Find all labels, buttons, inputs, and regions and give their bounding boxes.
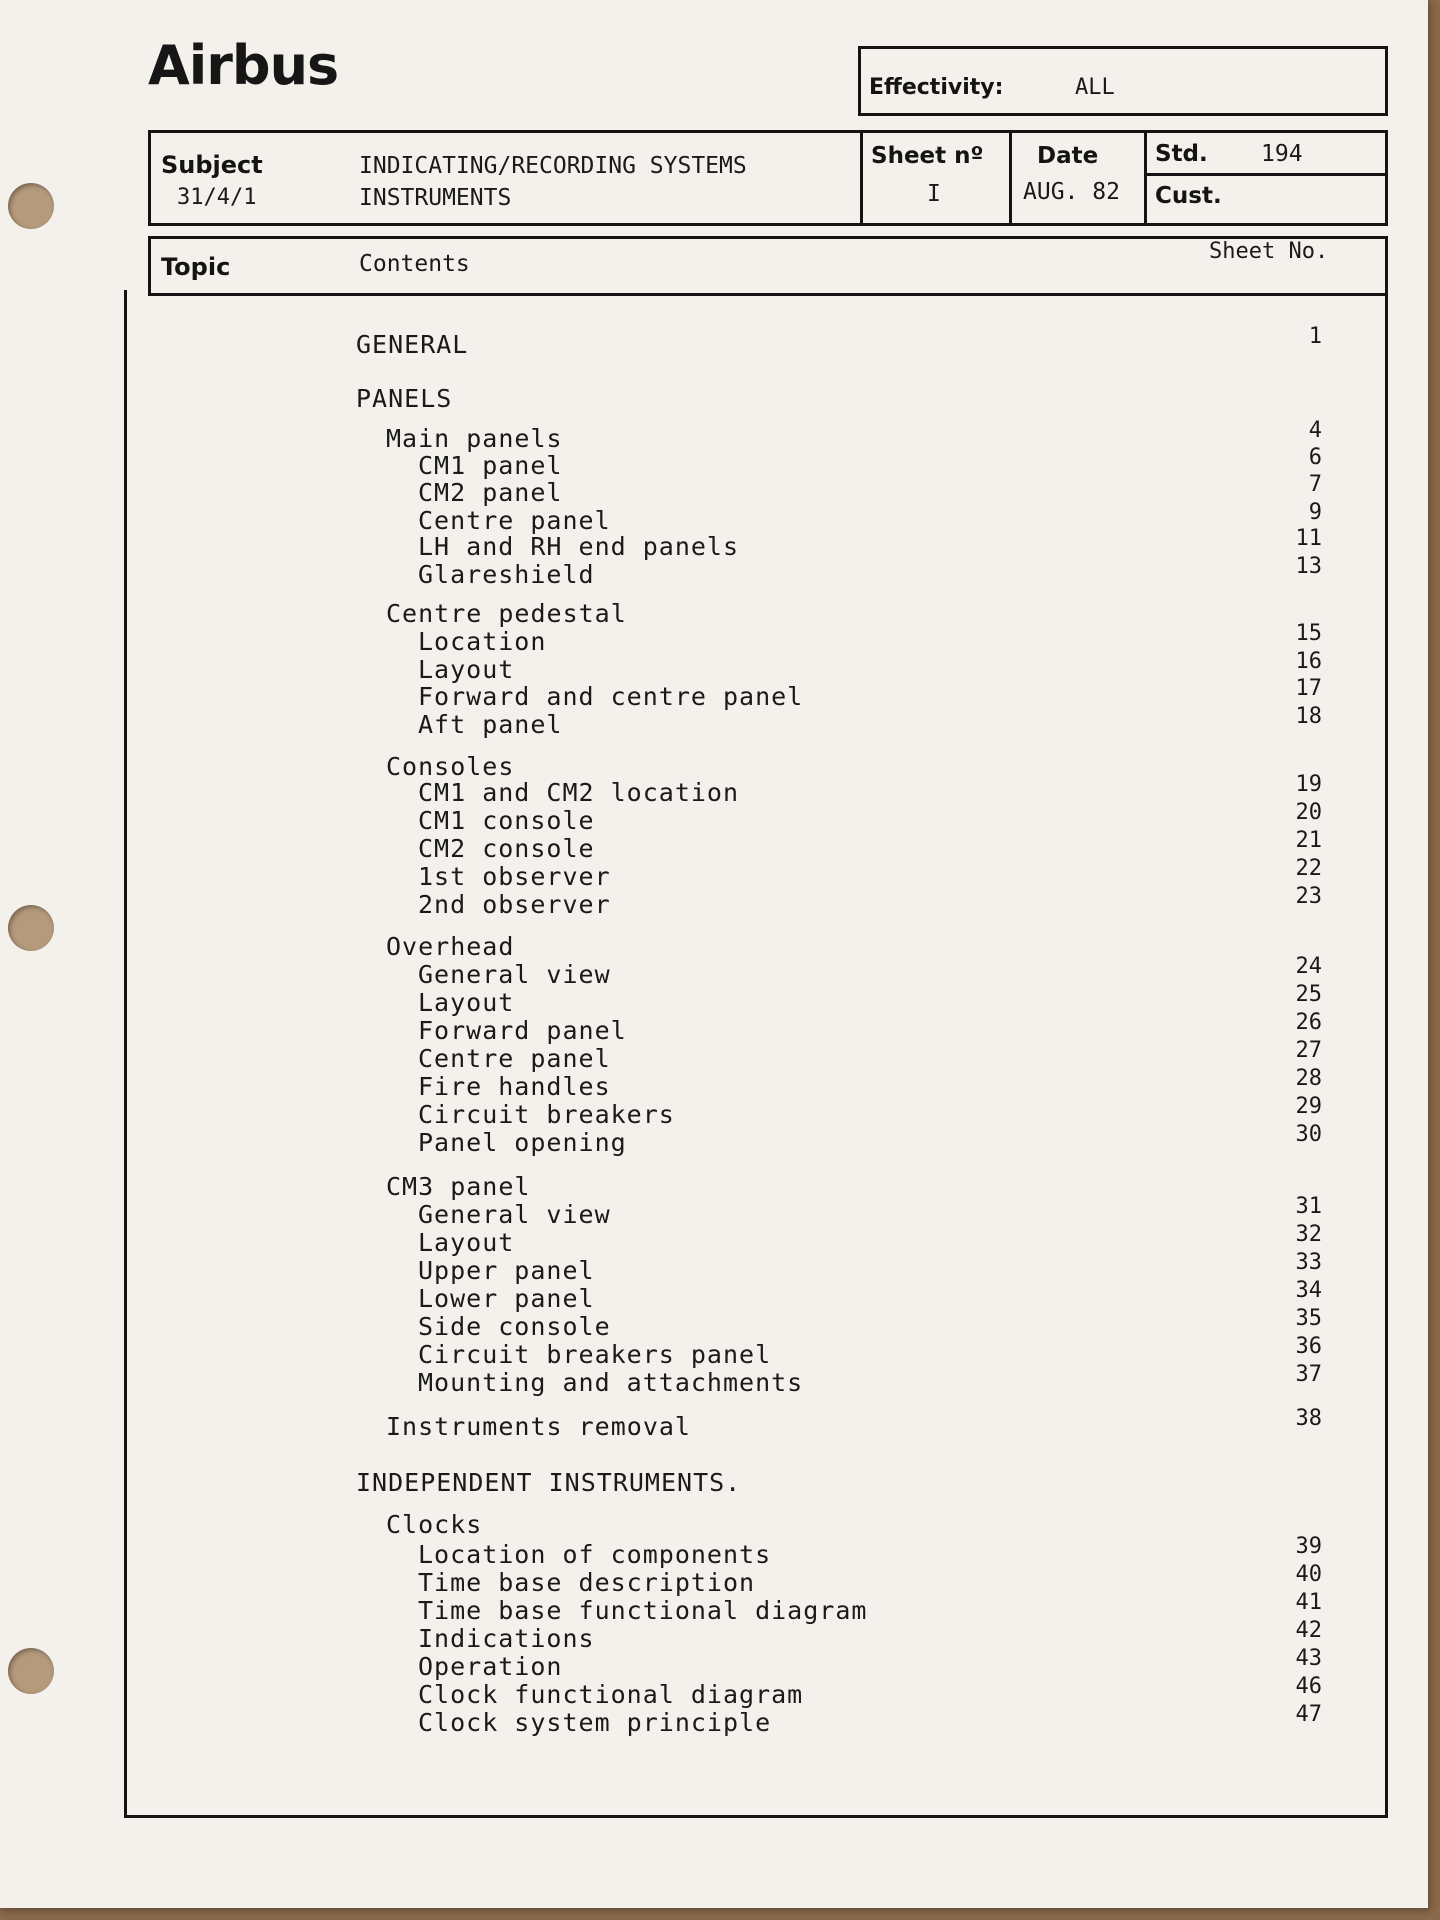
toc-entry-page: 43 — [1295, 1646, 1322, 1671]
toc-entry-title: Time base functional diagram — [418, 1596, 868, 1625]
subject-code: 31/4/1 — [177, 185, 257, 210]
toc-entry-title: Centre panel — [418, 506, 611, 535]
toc-entry-page: 35 — [1295, 1306, 1322, 1331]
toc-entry-title: CM1 panel — [418, 451, 563, 480]
contents-frame — [124, 290, 1388, 1818]
toc-entry-title: Centre panel — [418, 1044, 611, 1073]
sheet-no-label: Sheet No. — [1209, 239, 1329, 264]
effectivity-label: Effectivity: — [869, 75, 1004, 100]
toc-entry-page: 15 — [1295, 621, 1322, 646]
punch-hole — [8, 1648, 54, 1694]
toc-entry-page: 25 — [1295, 982, 1322, 1007]
toc-entry-page: 36 — [1295, 1334, 1322, 1359]
toc-entry-page: 16 — [1295, 649, 1322, 674]
toc-entry-title: 1st observer — [418, 862, 611, 891]
toc-entry-title: INDEPENDENT INSTRUMENTS. — [356, 1468, 742, 1497]
toc-entry-title: Layout — [418, 988, 515, 1017]
sheet-value: I — [927, 181, 941, 207]
toc-entry-title: Clocks — [386, 1510, 483, 1539]
header-row — [148, 130, 1388, 226]
toc-entry-title: Clock system principle — [418, 1708, 772, 1737]
toc-entry-title: Glareshield — [418, 560, 595, 589]
toc-entry-title: Side console — [418, 1312, 611, 1341]
toc-entry-title: Consoles — [386, 752, 515, 781]
toc-entry-title: Circuit breakers — [418, 1100, 675, 1129]
toc-entry-page: 4 — [1308, 418, 1322, 443]
toc-entry-page: 1 — [1308, 324, 1322, 349]
topic-label: Topic — [161, 253, 231, 281]
toc-entry-title: Forward panel — [418, 1016, 627, 1045]
toc-entry-page: 38 — [1295, 1406, 1322, 1431]
toc-entry-title: Clock functional diagram — [418, 1680, 804, 1709]
std-label: Std. — [1155, 141, 1208, 167]
divider — [1144, 133, 1147, 223]
toc-entry-page: 42 — [1295, 1618, 1322, 1643]
toc-entry-page: 30 — [1295, 1122, 1322, 1147]
toc-entry-title: CM2 panel — [418, 478, 563, 507]
table-header — [148, 236, 1388, 296]
date-label: Date — [1037, 143, 1099, 169]
toc-entry-page: 34 — [1295, 1278, 1322, 1303]
toc-entry-title: Panel opening — [418, 1128, 627, 1157]
toc-entry-title: Upper panel — [418, 1256, 595, 1285]
toc-entry-title: CM1 and CM2 location — [418, 778, 740, 807]
toc-entry-title: GENERAL — [356, 330, 469, 359]
toc-entry-title: PANELS — [356, 384, 453, 413]
toc-entry-title: 2nd observer — [418, 890, 611, 919]
divider — [860, 133, 863, 223]
toc-entry-title: Mounting and attachments — [418, 1368, 804, 1397]
date-value: AUG. 82 — [1023, 179, 1120, 205]
toc-entry-page: 32 — [1295, 1222, 1322, 1247]
toc-entry-title: General view — [418, 960, 611, 989]
toc-entry-page: 27 — [1295, 1038, 1322, 1063]
toc-entry-page: 28 — [1295, 1066, 1322, 1091]
effectivity-box — [858, 46, 1388, 116]
toc-entry-title: Layout — [418, 1228, 515, 1257]
brand-logo: Airbus — [148, 34, 339, 97]
toc-entry-title: Overhead — [386, 932, 515, 961]
toc-entry-page: 47 — [1295, 1702, 1322, 1727]
toc-entry-title: Instruments removal — [386, 1412, 691, 1441]
toc-entry-page: 11 — [1295, 526, 1322, 551]
toc-entry-page: 33 — [1295, 1250, 1322, 1275]
toc-entry-page: 24 — [1295, 954, 1322, 979]
toc-entry-page: 23 — [1295, 884, 1322, 909]
subject-label: Subject — [161, 151, 263, 179]
toc-entry-page: 37 — [1295, 1362, 1322, 1387]
toc-entry-title: CM3 panel — [386, 1172, 531, 1201]
toc-entry-page: 29 — [1295, 1094, 1322, 1119]
toc-entry-title: Lower panel — [418, 1284, 595, 1313]
toc-entry-page: 41 — [1295, 1590, 1322, 1615]
toc-entry-page: 40 — [1295, 1562, 1322, 1587]
toc-entry-title: Fire handles — [418, 1072, 611, 1101]
sheet-label: Sheet nº — [871, 143, 984, 169]
toc-entry-page: 26 — [1295, 1010, 1322, 1035]
toc-entry-title: Time base description — [418, 1568, 756, 1597]
toc-entry-page: 6 — [1308, 445, 1322, 470]
subject-line-1: INDICATING/RECORDING SYSTEMS — [359, 153, 747, 179]
toc-entry-title: Operation — [418, 1652, 563, 1681]
toc-entry-title: Centre pedestal — [386, 599, 627, 628]
toc-entry-title: CM2 console — [418, 834, 595, 863]
toc-entry-title: General view — [418, 1200, 611, 1229]
toc-entry-page: 9 — [1308, 500, 1322, 525]
toc-entry-page: 13 — [1295, 554, 1322, 579]
toc-entry-title: Location of components — [418, 1540, 772, 1569]
toc-entry-title: Location — [418, 627, 547, 656]
toc-entry-page: 46 — [1295, 1674, 1322, 1699]
toc-entry-page: 20 — [1295, 800, 1322, 825]
toc-entry-title: Forward and centre panel — [418, 682, 804, 711]
toc-entry-page: 21 — [1295, 828, 1322, 853]
toc-entry-page: 22 — [1295, 856, 1322, 881]
toc-entry-page: 18 — [1295, 704, 1322, 729]
toc-entry-page: 19 — [1295, 772, 1322, 797]
toc-entry-title: LH and RH end panels — [418, 532, 740, 561]
toc-entry-page: 7 — [1308, 472, 1322, 497]
punch-hole — [8, 905, 54, 951]
toc-entry-title: Main panels — [386, 424, 563, 453]
cust-label: Cust. — [1155, 183, 1222, 209]
divider — [1144, 173, 1385, 176]
toc-entry-page: 17 — [1295, 676, 1322, 701]
subject-line-2: INSTRUMENTS — [359, 185, 512, 211]
toc-entry-title: Indications — [418, 1624, 595, 1653]
toc-entry-page: 39 — [1295, 1534, 1322, 1559]
toc-entry-title: Aft panel — [418, 710, 563, 739]
punch-hole — [8, 183, 54, 229]
toc-entry-title: Layout — [418, 655, 515, 684]
std-value: 194 — [1261, 141, 1303, 167]
toc-entry-title: Circuit breakers panel — [418, 1340, 772, 1369]
divider — [1009, 133, 1012, 223]
toc-entry-title: CM1 console — [418, 806, 595, 835]
contents-label: Contents — [359, 251, 470, 277]
effectivity-value: ALL — [1075, 75, 1115, 100]
toc-entry-page: 31 — [1295, 1194, 1322, 1219]
